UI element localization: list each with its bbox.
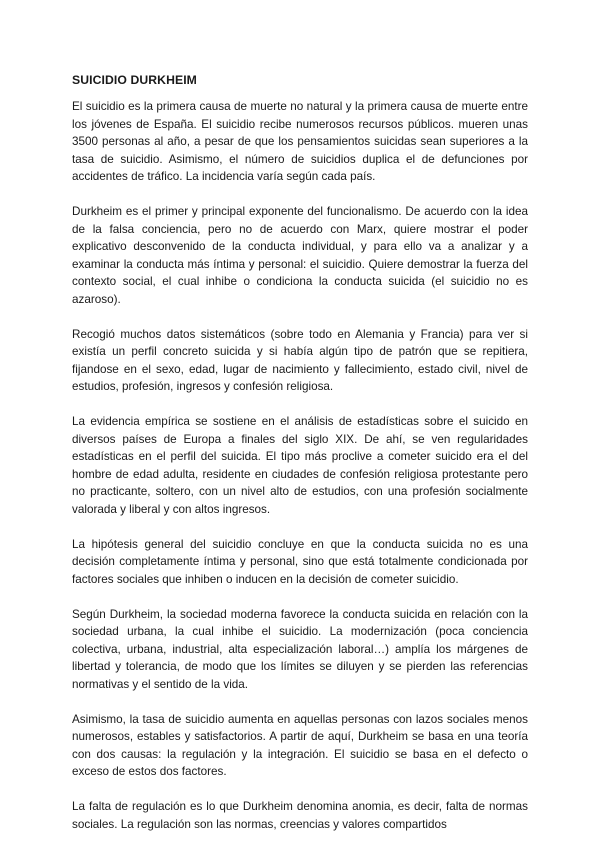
paragraph-1: El suicidio es la primera causa de muerte no natural y la primera causa de muerte entre los jóvenes de España. El suicidio recibe numerosos recursos públicos. mueren unas 3500 personas al año, a pesar de que los pensamientos suicidas sean superiores a la tasa de suicidio. Asimismo, el número de suicidios duplica el de defunciones por accidentes de tráfico. La incidencia varía según cada país.	[72, 100, 528, 183]
paragraph-4: La evidencia empírica se sostiene en el análisis de estadísticas sobre el suicido en diversos países de Europa a finales del siglo XIX. De ahí, se ven regularidades estadísticas en el perfil del suicida. El tipo más proclive a cometer suicido era el del hombre de edad adulta, residente en ciudades de confesión religiosa protestante pero no practicante, soltero, con un nivel alto de estudios, con una profesión socialmente valorada y liberal y con altos ingresos.	[72, 415, 528, 516]
paragraph-2: Durkheim es el primer y principal exponente del funcionalismo. De acuerdo con la idea de la falsa conciencia, pero no de acuerdo con Marx, quiere mostrar el poder explicativo desconvenido de la conducta individual, y para ello va a analizar y a examinar la conducta más íntima y personal: el suicidio. Quiere demostrar la fuerza del contexto social, el cual inhibe o condiciona la conducta suicida (el suicidio no es azaroso).	[72, 205, 528, 306]
paragraph-8: La falta de regulación es lo que Durkheim denomina anomia, es decir, falta de normas sociales. La regulación son las normas, creencias y valores compartidos	[72, 800, 528, 831]
paragraph-7: Asimismo, la tasa de suicidio aumenta en aquellas personas con lazos sociales menos numerosos, estables y satisfactorios. A partir de aquí, Durkheim se basa en una teoría con dos causas: la regulación y la integración. El suicidio se basa en el defecto o exceso de estos dos factores.	[72, 712, 528, 778]
paragraph-3: Recogió muchos datos sistemáticos (sobre todo en Alemania y Francia) para ver si existía un perfil concreto suicida y si había algún tipo de patrón que se repitiera, fijandose en el sexo, edad, lugar de nacimiento y fallecimiento, estado civil, nivel de estudios, profesión, ingresos y confesión religiosa.	[72, 327, 528, 393]
document-title: SUICIDIO DURKHEIM	[72, 73, 197, 87]
document-page	[72, 72, 528, 851]
paragraph-5: La hipótesis general del suicidio concluye en que la conducta suicida no es una decisión completamente íntima y personal, sino que está totalmente condicionada por factores sociales que inhiben o inducen en la decisión de cometer suicidio.	[72, 537, 528, 586]
paragraph-6: Según Durkheim, la sociedad moderna favorece la conducta suicida en relación con la sociedad urbana, la cual inhibe el suicidio. La modernización (poca conciencia colectiva, urbana, industrial, alta especialización laboral…) amplía los márgenes de libertad y tolerancia, de modo que los límites se diluyen y se pierden las referencias normativas y el sentido de la vida.	[72, 607, 528, 691]
